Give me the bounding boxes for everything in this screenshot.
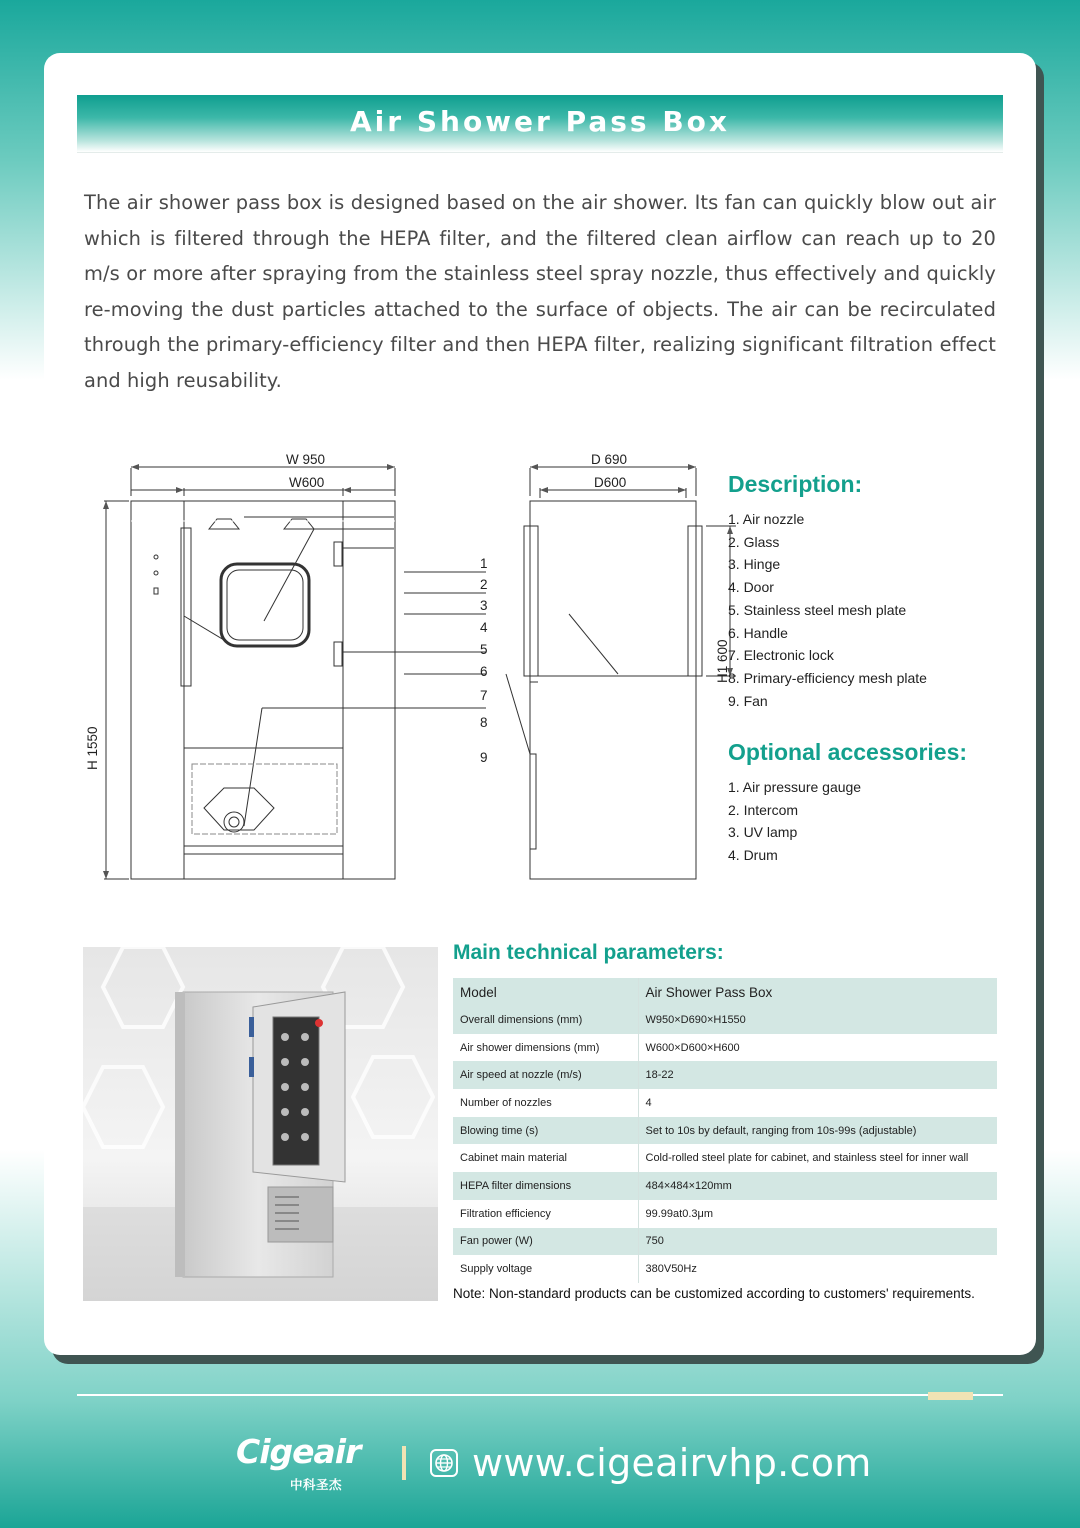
dim-side-inner-depth: D600	[594, 475, 627, 490]
footer-accent-tab	[928, 1392, 973, 1400]
param-value: 750	[638, 1228, 997, 1256]
list-item: 8. Primary-efficiency mesh plate	[728, 669, 927, 686]
list-item: 2. Glass	[728, 533, 780, 550]
description-list	[728, 508, 1028, 712]
description-section	[728, 471, 1028, 712]
param-name: HEPA filter dimensions	[453, 1172, 638, 1200]
table-row	[453, 1089, 997, 1117]
param-name: Blowing time (s)	[453, 1117, 638, 1145]
brand-logo	[236, 1430, 376, 1496]
param-name: Supply voltage	[453, 1255, 638, 1283]
list-item: 9. Fan	[728, 692, 768, 709]
website-link[interactable]: www.cigeairvhp.com	[472, 1441, 872, 1485]
callout-5: 5	[480, 642, 488, 657]
header-cell: Model	[453, 978, 638, 1006]
customization-note: Note: Non-standard products can be customized according to customers' requirements.	[453, 1286, 975, 1301]
param-value: 4	[638, 1089, 997, 1117]
param-value: 380V50Hz	[638, 1255, 997, 1283]
callout-6: 6	[480, 664, 488, 679]
list-item: 1. Air nozzle	[728, 511, 805, 527]
callout-9: 9	[480, 750, 488, 765]
list-item: 3. Hinge	[728, 556, 781, 573]
list-item: 7. Electronic lock	[728, 647, 834, 664]
optional-accessories-section	[728, 739, 1028, 867]
list-item: 5. Stainless steel mesh plate	[728, 601, 907, 618]
callout-8: 8	[480, 715, 488, 730]
param-value: Set to 10s by default, ranging from 10s-99s (adjustable)	[638, 1117, 997, 1145]
param-name: Filtration efficiency	[453, 1200, 638, 1228]
list-item: 3. UV lamp	[728, 824, 798, 841]
param-value: 99.99at0.3μm	[638, 1200, 997, 1228]
page-title: Air Shower Pass Box	[350, 105, 730, 138]
list-item: 1. Air pressure gauge	[728, 779, 862, 795]
table-row	[453, 1144, 997, 1172]
optional-accessories-heading: Optional accessories:	[728, 739, 968, 765]
optional-accessories-list	[728, 776, 1028, 867]
table-row	[453, 1117, 997, 1145]
header-cell: Air Shower Pass Box	[638, 978, 997, 1006]
param-name: Fan power (W)	[453, 1228, 638, 1256]
footer-separator	[402, 1446, 406, 1480]
dim-front-height: H 1550	[85, 726, 100, 770]
brand-name-cn: 中科圣杰	[290, 1477, 343, 1492]
footer	[236, 1428, 872, 1498]
param-value: W950×D690×H1550	[638, 1006, 997, 1034]
callout-1: 1	[480, 556, 488, 571]
table-row	[453, 1034, 997, 1062]
list-item: 6. Handle	[728, 624, 788, 641]
list-item: 4. Door	[728, 579, 774, 596]
param-value: W600×D600×H600	[638, 1034, 997, 1062]
param-name: Cabinet main material	[453, 1144, 638, 1172]
table-row	[453, 1172, 997, 1200]
list-item: 2. Intercom	[728, 801, 799, 818]
table-row	[453, 1255, 997, 1283]
intro-paragraph: The air shower pass box is designed based on the air shower. Its fan can quickly blow out air which is filtered through the HEPA filter, and the filtered clean airflow can reach up to 20 m/s or more after spraying from the stainless steel spray nozzle, thus effectively and quickly re-moving the dust particles attached to the surface of objects. The air can be recirculated through the primary-efficiency filter and then HEPA filter, realizing significant filtration effect and high reusability.	[84, 191, 996, 392]
list-item: 4. Drum	[728, 847, 778, 864]
param-name: Air shower dimensions (mm)	[453, 1034, 638, 1062]
param-value: 18-22	[638, 1061, 997, 1089]
param-name: Air speed at nozzle (m/s)	[453, 1061, 638, 1089]
callout-2: 2	[480, 577, 488, 592]
dim-side-height: H1 600	[715, 639, 730, 683]
title-banner	[77, 95, 1003, 153]
param-value: 484×484×120mm	[638, 1172, 997, 1200]
globe-icon	[430, 1449, 458, 1477]
param-value: Cold-rolled steel plate for cabinet, and stainless steel for inner wall	[638, 1144, 997, 1172]
callout-3: 3	[480, 598, 488, 613]
table-row	[453, 1200, 997, 1228]
callout-7: 7	[480, 688, 488, 703]
content-card	[44, 53, 1036, 1355]
description-heading: Description:	[728, 471, 863, 497]
params-heading: Main technical parameters:	[453, 941, 724, 964]
params-table	[453, 978, 997, 1283]
brand-name: Cigeair	[236, 1432, 361, 1471]
param-name: Overall dimensions (mm)	[453, 1006, 638, 1034]
dim-side-outer-depth: D 690	[591, 452, 628, 467]
table-row	[453, 1006, 997, 1034]
param-name: Number of nozzles	[453, 1089, 638, 1117]
table-row	[453, 1061, 997, 1089]
product-photo	[83, 947, 438, 1301]
technical-drawing	[84, 446, 730, 946]
table-row	[453, 1228, 997, 1256]
dim-front-outer-width: W 950	[286, 452, 326, 467]
dim-front-inner-width: W600	[289, 475, 325, 490]
table-header-row	[453, 978, 997, 1006]
footer-divider	[77, 1394, 1003, 1396]
callout-4: 4	[480, 620, 488, 635]
